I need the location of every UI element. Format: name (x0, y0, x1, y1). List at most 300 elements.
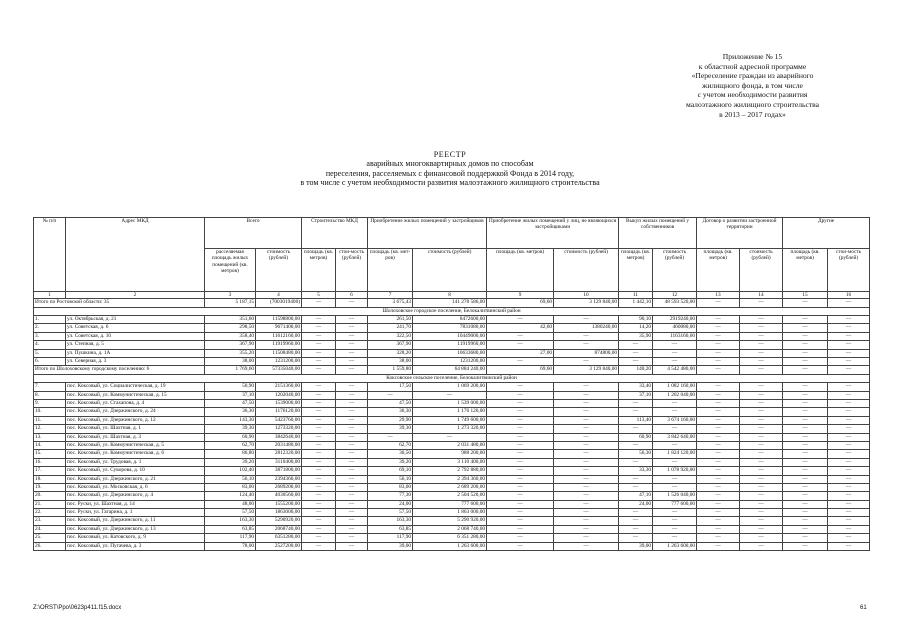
column-number: 1 (34, 292, 66, 299)
cell-value: 33,40 (619, 383, 653, 391)
row-address: пос. Коксовый, ул. Дзержинского, д. 24 (66, 408, 205, 416)
cell-value: — (487, 458, 554, 466)
cell-value: 37,10 (619, 391, 653, 399)
cell-value: 874800,00 (554, 349, 619, 357)
row-number: 16. (34, 458, 66, 466)
registry-table (33, 217, 870, 551)
cell-value: — (828, 332, 870, 340)
cell-value: — (740, 408, 783, 416)
subheader: площадь (кв. мет-ров) (368, 249, 413, 292)
cell-value: — (302, 299, 336, 307)
row-address: пос. Коксовый, ул. Шахтная, д. 1 (66, 425, 205, 433)
cell-value: 4030560,00 (256, 492, 302, 500)
cell-value: — (302, 383, 336, 391)
row-address: пос. Коксовый, ул. Дзержинского, д. 21 (66, 475, 205, 483)
cell-value: — (740, 450, 783, 458)
cell-value: — (828, 366, 870, 374)
cell-value: 1 442,10 (619, 299, 653, 307)
cell-value: — (554, 509, 619, 517)
cell-value: 48 593 520,00 (653, 299, 697, 307)
cell-value: 358,40 (205, 332, 256, 340)
cell-value: 86,80 (205, 450, 256, 458)
table-body (34, 292, 870, 551)
cell-value: — (697, 299, 740, 307)
cell-value: 143,30 (205, 416, 256, 424)
cell-value: — (783, 517, 828, 525)
cell-value: — (783, 433, 828, 441)
cell-value: 3871800,00 (256, 467, 302, 475)
cell-value: 351,60 (205, 316, 256, 324)
table-row (34, 324, 870, 332)
cell-value: 37,10 (205, 391, 256, 399)
cell-value: 163,30 (368, 517, 413, 525)
cell-value: — (336, 408, 368, 416)
cell-value: (7003019400) (256, 299, 302, 307)
cell-value: 47,50 (205, 399, 256, 407)
row-number: 17. (34, 467, 66, 475)
cell-value: — (828, 349, 870, 357)
row-number: 10. (34, 408, 66, 416)
cell-value: 6351280,00 (256, 534, 302, 542)
cell-value: — (783, 299, 828, 307)
cell-value: — (828, 534, 870, 542)
table-row (34, 525, 870, 533)
cell-value: 57,50 (205, 509, 256, 517)
cell-value: — (783, 525, 828, 533)
column-number: 11 (619, 292, 653, 299)
page-number: 61 (860, 605, 867, 611)
cell-value: — (653, 425, 697, 433)
cell-value: 36,30 (368, 408, 413, 416)
row-address: пос. Коксовый, ул. Коммунистическая, д. 15 (66, 391, 205, 399)
cell-value: — (554, 542, 619, 550)
table-row (34, 408, 870, 416)
cell-value: — (740, 366, 783, 374)
cell-value: 1273320,00 (256, 425, 302, 433)
row-address: пос. Коксовый, ул. Катовского, д. 9 (66, 534, 205, 542)
header-address: Адрес МКД (66, 218, 205, 292)
cell-value: 56,10 (368, 475, 413, 483)
cell-value: — (740, 316, 783, 324)
cell-value: — (783, 324, 828, 332)
cell-value: — (740, 441, 783, 449)
subheader: площадь (кв. метров) (487, 249, 554, 292)
cell-value: — (828, 425, 870, 433)
cell-value: 777 600,00 (653, 500, 697, 508)
row-address: пос. Коксовый, ул. Шахтная, д. 3 (66, 433, 205, 441)
cell-value: — (368, 433, 413, 441)
cell-value: — (783, 492, 828, 500)
cell-value: 1176120,00 (256, 408, 302, 416)
cell-value: 241,70 (368, 324, 413, 332)
cell-value: 38,00 (205, 358, 256, 366)
cell-value: 117,90 (368, 534, 413, 542)
cell-value: — (336, 425, 368, 433)
cell-value: — (487, 316, 554, 324)
cell-value: 56,30 (619, 450, 653, 458)
header-contract: Договор о развитии застроенной территории (697, 218, 783, 249)
cell-value: — (554, 441, 619, 449)
cell-value: — (302, 366, 336, 374)
cell-value: — (697, 433, 740, 441)
subheader: стоимость (рублей) (554, 249, 619, 292)
row-address: пос. Коксовый, ул. Московская, д. 6 (66, 483, 205, 491)
cell-value: — (740, 509, 783, 517)
cell-value: — (653, 341, 697, 349)
cell-value: — (828, 509, 870, 517)
cell-value: 2812320,00 (256, 450, 302, 458)
cell-value: — (828, 500, 870, 508)
table-row (34, 450, 870, 458)
cell-value: — (554, 416, 619, 424)
cell-value: — (653, 534, 697, 542)
cell-value: — (302, 509, 336, 517)
cell-value: 3110400,00 (256, 458, 302, 466)
row-address: ул. Северная, д. 3 (66, 358, 205, 366)
row-number: 24. (34, 525, 66, 533)
cell-value: 2 689 200,00 (413, 483, 487, 491)
table-row (34, 391, 870, 399)
row-address: ул. Пушкина, д. 1А (66, 349, 205, 357)
cell-value: — (619, 534, 653, 542)
cell-value: — (828, 492, 870, 500)
cell-value: 1 263 600,00 (413, 542, 487, 550)
cell-value: — (487, 341, 554, 349)
cell-value: — (487, 509, 554, 517)
cell-value: — (336, 399, 368, 407)
cell-value: — (487, 408, 554, 416)
row-address: пос. Коксовый, ул. Пугачева, д. 3 (66, 542, 205, 550)
cell-value: — (336, 500, 368, 508)
cell-value: 24,00 (368, 500, 413, 508)
cell-value: 90,10 (619, 316, 653, 324)
column-number: 8 (413, 292, 487, 299)
cell-value: — (783, 441, 828, 449)
column-number: 5 (302, 292, 336, 299)
cell-value: 36,30 (205, 408, 256, 416)
cell-value: 777 600,00 (413, 500, 487, 508)
cell-value: — (697, 324, 740, 332)
cell-value: 39,30 (368, 425, 413, 433)
table-row (34, 458, 870, 466)
cell-value: — (653, 517, 697, 525)
row-address: пос. Коксовый, ул. Трудовая, д. 1 (66, 458, 205, 466)
title-line: переселения, расселяемых с финансовой поддержкой Фонда в 2014 году, (325, 168, 575, 178)
cell-value: 78,00 (205, 542, 256, 550)
cell-value: — (302, 441, 336, 449)
cell-value: — (619, 441, 653, 449)
row-address: пос. Коксовый, ул. Коммунистическая, д. 5 (66, 441, 205, 449)
table-row (34, 358, 870, 366)
table-row (34, 341, 870, 349)
cell-value: 140,20 (619, 366, 653, 374)
cell-value: 11919960,00 (256, 341, 302, 349)
row-address: пос. Коксовый, ул. Дзержинского, д. 12 (66, 416, 205, 424)
cell-value: 42,60 (487, 324, 554, 332)
row-number: 21. (34, 500, 66, 508)
cell-value: — (653, 458, 697, 466)
cell-value: — (740, 525, 783, 533)
cell-value: 2 792 880,00 (413, 467, 487, 475)
cell-value: 39,30 (205, 425, 256, 433)
cell-value: — (302, 324, 336, 332)
appendix-line: к областной адресной программе (698, 61, 807, 71)
column-number-row (34, 292, 870, 299)
cell-value: — (336, 467, 368, 475)
cell-value: — (487, 399, 554, 407)
cell-value: — (619, 509, 653, 517)
cell-value: 2689200,00 (256, 483, 302, 491)
subheader: расселяемая площадь жилых помещений (кв. метров) (205, 249, 256, 292)
cell-value: — (554, 450, 619, 458)
cell-value: 63,85 (205, 525, 256, 533)
cell-value: 1163160,00 (653, 332, 697, 340)
cell-value: — (828, 542, 870, 550)
table-row (34, 534, 870, 542)
cell-value: 1231200,00 (413, 358, 487, 366)
table-row (34, 332, 870, 340)
table-row (34, 542, 870, 550)
cell-value: — (336, 542, 368, 550)
cell-value: — (619, 408, 653, 416)
cell-value: — (783, 416, 828, 424)
cell-value: 988 200,00 (413, 450, 487, 458)
cell-value: 2031480,00 (256, 441, 302, 449)
cell-value: — (336, 450, 368, 458)
section-title: Коксовское сельское поселение, Белокалитвинский район (34, 374, 870, 382)
cell-value: — (783, 366, 828, 374)
row-number: 9. (34, 399, 66, 407)
row-number: 2. (34, 324, 66, 332)
cell-value: 367,90 (205, 341, 256, 349)
cell-value: — (302, 534, 336, 542)
cell-value: — (783, 467, 828, 475)
appendix-line: жилищного фонда, в том числе (702, 80, 803, 90)
cell-value: — (302, 517, 336, 525)
appendix-line: Приложение № 15 (722, 52, 783, 61)
row-number: 18. (34, 475, 66, 483)
cell-value: 1 863 000,00 (413, 509, 487, 517)
row-number: 23. (34, 517, 66, 525)
cell-value: — (828, 467, 870, 475)
cell-value: — (740, 332, 783, 340)
table-row (34, 492, 870, 500)
appendix-line: малоэтажного жилищного строительства (685, 99, 820, 109)
cell-value: — (302, 525, 336, 533)
cell-value: 1 273 320,00 (413, 425, 487, 433)
cell-value: — (740, 299, 783, 307)
column-number: 7 (368, 292, 413, 299)
cell-value: — (740, 341, 783, 349)
cell-value: — (619, 517, 653, 525)
row-address: пос. Коксовый, ул. Коммунистическая, д. 6 (66, 450, 205, 458)
cell-value: 62,70 (205, 441, 256, 449)
cell-value: 1 082 160,00 (653, 383, 697, 391)
cell-value: — (828, 433, 870, 441)
cell-value: 1863000,00 (256, 509, 302, 517)
cell-value: 62,70 (368, 441, 413, 449)
cell-value: 10633680,00 (413, 349, 487, 357)
cell-value: — (740, 324, 783, 332)
cell-value: — (302, 542, 336, 550)
cell-value: — (302, 391, 336, 399)
cell-value: 2394360,00 (256, 475, 302, 483)
cell-value: — (740, 534, 783, 542)
cell-value: — (740, 383, 783, 391)
cell-value: — (783, 316, 828, 324)
cell-value: 47,50 (368, 399, 413, 407)
cell-value: 14,20 (619, 324, 653, 332)
appendix-line: «Переселение граждан из аварийного (691, 71, 814, 81)
cell-value: — (697, 416, 740, 424)
cell-value: 1 539 000,00 (413, 399, 487, 407)
cell-value: — (619, 458, 653, 466)
cell-value: 1 769,60 (205, 366, 256, 374)
cell-value: — (619, 425, 653, 433)
header-purchase-others: Приобретение жилых помещений у лиц, не являющихся застройщиками (487, 218, 619, 249)
cell-value: 328,20 (368, 349, 413, 357)
cell-value: — (740, 475, 783, 483)
column-number: 4 (256, 292, 302, 299)
cell-value: 5 290 920,00 (413, 517, 487, 525)
cell-value: — (653, 483, 697, 491)
cell-value: 77,30 (368, 492, 413, 500)
cell-value: — (336, 324, 368, 332)
cell-value: — (336, 517, 368, 525)
title-line: РЕЕСТР (433, 150, 467, 159)
cell-value: 6 351 280,00 (413, 534, 487, 542)
cell-value: 47,10 (619, 492, 653, 500)
row-number: 14. (34, 441, 66, 449)
row-address: пос. Коксовый, ул. Дзержинского, д. 4 (66, 492, 205, 500)
cell-value: — (554, 383, 619, 391)
cell-value: — (487, 467, 554, 475)
row-address: ул. Советская, д. 6 (66, 324, 205, 332)
cell-value: 39,20 (205, 458, 256, 466)
cell-value: 2527200,00 (256, 542, 302, 550)
cell-value: — (487, 534, 554, 542)
cell-value: — (740, 391, 783, 399)
cell-value: — (740, 542, 783, 550)
cell-value: — (302, 483, 336, 491)
row-number: 6. (34, 358, 66, 366)
cell-value: 8472600,00 (413, 316, 487, 324)
cell-value: — (740, 425, 783, 433)
cell-value: 113,40 (619, 416, 653, 424)
cell-value: — (697, 332, 740, 340)
cell-value: 11919960,00 (413, 341, 487, 349)
column-number: 2 (66, 292, 205, 299)
cell-value: 2 394 360,00 (413, 475, 487, 483)
cell-value: — (697, 509, 740, 517)
row-number: 11. (34, 416, 66, 424)
cell-value: — (783, 534, 828, 542)
cell-value: 322,50 (368, 332, 413, 340)
cell-value: 3842640,00 (256, 433, 302, 441)
cell-value: 141 278 586,00 (413, 299, 487, 307)
cell-value: — (413, 433, 487, 441)
cell-value: 1380240,00 (554, 324, 619, 332)
table-row (34, 441, 870, 449)
cell-value: 1231200,00 (256, 358, 302, 366)
header-redemption: Выкуп жилых помещений у собственников (619, 218, 697, 249)
subheader: площадь (кв. метров) (697, 249, 740, 292)
column-number: 3 (205, 292, 256, 299)
cell-value: — (487, 517, 554, 525)
cell-value: 30,50 (368, 450, 413, 458)
total-row (34, 366, 870, 374)
cell-value: 3 129 840,00 (554, 299, 619, 307)
cell-value: — (653, 441, 697, 449)
cell-value: — (740, 349, 783, 357)
total-label: Итого по Ростовской области: 35 (34, 299, 205, 307)
cell-value: — (740, 517, 783, 525)
cell-value: 3 675,43 (368, 299, 413, 307)
cell-value: — (740, 358, 783, 366)
cell-value: — (336, 492, 368, 500)
cell-value: — (697, 441, 740, 449)
cell-value: — (783, 391, 828, 399)
row-number: 4. (34, 341, 66, 349)
cell-value: — (619, 525, 653, 533)
section-title: Шолоховское городское поселение, Белокалитвинский район (34, 307, 870, 315)
table-row (34, 316, 870, 324)
cell-value: — (783, 542, 828, 550)
cell-value: — (487, 450, 554, 458)
cell-value: 261,50 (368, 316, 413, 324)
cell-value: 57335040,00 (256, 366, 302, 374)
cell-value: 367,90 (368, 341, 413, 349)
cell-value: 1 078 920,00 (653, 467, 697, 475)
cell-value: — (697, 542, 740, 550)
cell-value: — (740, 458, 783, 466)
subheader: стоимость (рублей) (740, 249, 783, 292)
document-title (150, 150, 750, 188)
row-number: 15. (34, 450, 66, 458)
cell-value: — (697, 366, 740, 374)
cell-value: — (302, 349, 336, 357)
cell-value: — (336, 349, 368, 357)
cell-value: — (487, 475, 554, 483)
cell-value: — (336, 475, 368, 483)
row-address: пос. Коксовый, ул. Стахапова, д. 4 (66, 399, 205, 407)
cell-value: — (740, 416, 783, 424)
cell-value: — (619, 483, 653, 491)
cell-value: 35,90 (619, 332, 653, 340)
cell-value: — (828, 416, 870, 424)
cell-value: 69,10 (368, 467, 413, 475)
cell-value: 5 187,15 (205, 299, 256, 307)
cell-value: 1 526 040,00 (653, 492, 697, 500)
cell-value: — (828, 299, 870, 307)
cell-value: 7831080,00 (413, 324, 487, 332)
cell-value: — (487, 483, 554, 491)
cell-value: 3 842 640,00 (653, 433, 697, 441)
cell-value: — (487, 433, 554, 441)
cell-value: — (336, 483, 368, 491)
title-line: в том числе с учетом необходимости развития малоэтажного жилищного строительства (300, 178, 600, 188)
cell-value: 83,00 (368, 483, 413, 491)
cell-value: 117,90 (205, 534, 256, 542)
cell-value: 3 110 400,00 (413, 458, 487, 466)
cell-value: — (783, 475, 828, 483)
table-row (34, 517, 870, 525)
row-address: ул. Советская, д. 10 (66, 332, 205, 340)
cell-value: — (554, 458, 619, 466)
cell-value: 1 069 200,00 (413, 383, 487, 391)
cell-value: — (487, 492, 554, 500)
cell-value: — (653, 349, 697, 357)
